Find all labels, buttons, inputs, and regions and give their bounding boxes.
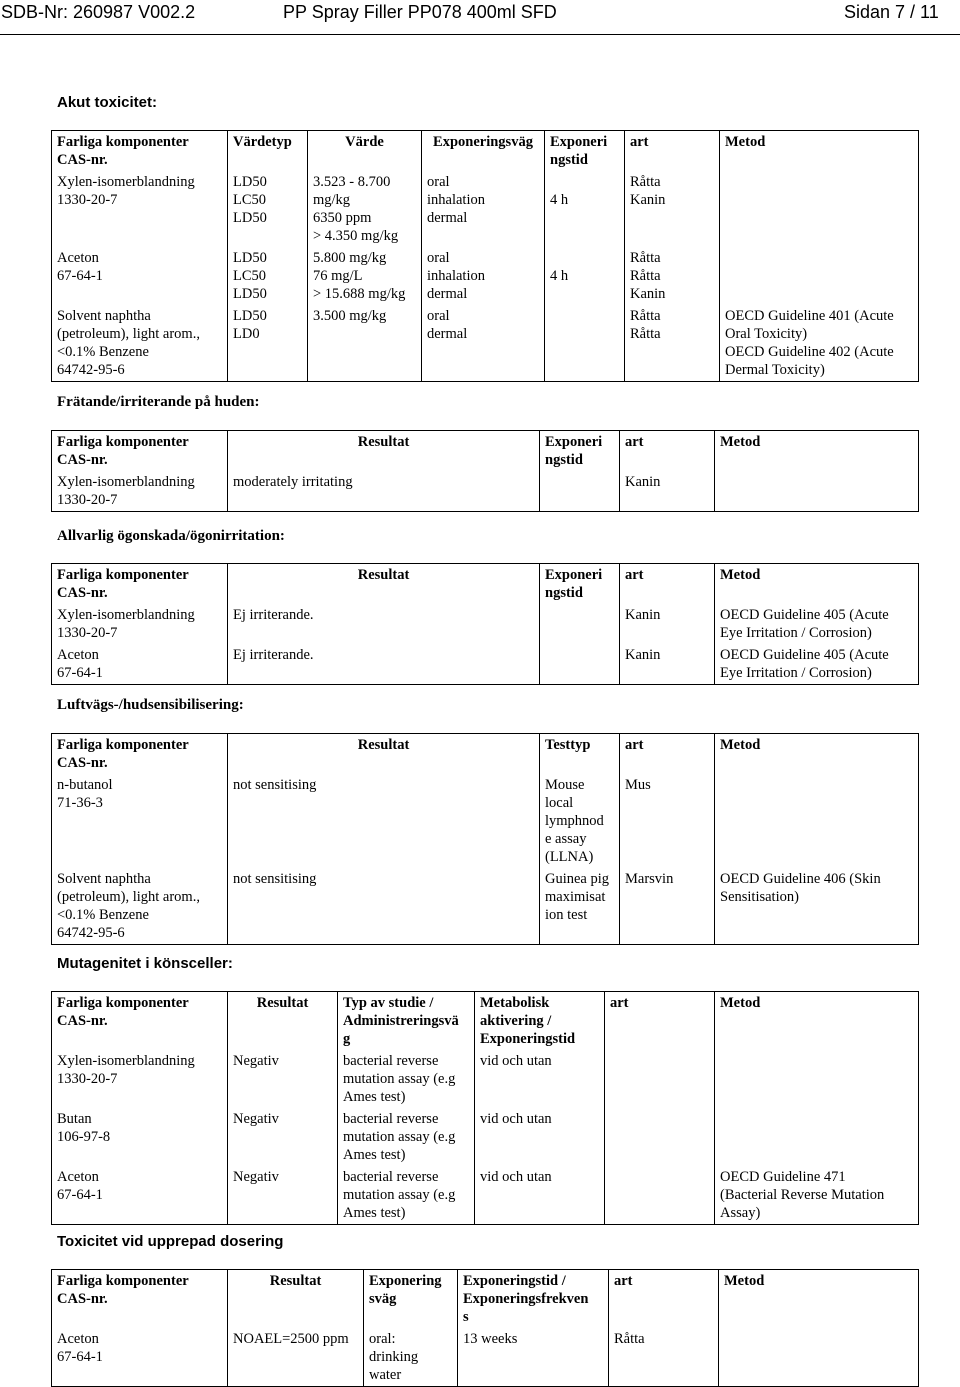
cell: vid och utan xyxy=(475,1050,605,1108)
cell: 13 weeks xyxy=(458,1328,609,1387)
cell xyxy=(715,471,919,512)
cell: LD50 LC50 LD50 xyxy=(228,247,308,305)
col-header: art xyxy=(609,1270,719,1329)
table-repeated-dose xyxy=(51,1269,919,1387)
col-header: Farliga komponenter CAS-nr. xyxy=(52,431,228,472)
col-header: Farliga komponenter CAS-nr. xyxy=(52,734,228,775)
cell: 3.500 mg/kg xyxy=(308,305,422,382)
table-header-row xyxy=(52,992,919,1051)
table-row xyxy=(52,171,919,247)
col-header: Metod xyxy=(715,992,919,1051)
col-header: Värdetyp xyxy=(228,131,308,172)
section-title-repeated-dose: Toxicitet vid upprepad dosering xyxy=(57,1233,284,1250)
col-header: Metod xyxy=(715,564,919,605)
cell: Mus xyxy=(620,774,715,868)
cell: Kanin xyxy=(620,644,715,685)
table-mutagenicity xyxy=(51,991,919,1225)
col-header: Exponeringstid / Exponeringsfrekven s xyxy=(458,1270,609,1329)
cell xyxy=(540,604,620,644)
table-header-row xyxy=(52,131,919,172)
table-row xyxy=(52,1050,919,1108)
col-header: art xyxy=(625,131,720,172)
col-header: Resultat xyxy=(228,734,540,775)
cell: OECD Guideline 405 (Acute Eye Irritation / Corrosion) xyxy=(715,604,919,644)
cell: 4 h xyxy=(545,247,625,305)
col-header: Resultat xyxy=(228,431,540,472)
cell: 5.800 mg/kg 76 mg/L > 15.688 mg/kg xyxy=(308,247,422,305)
cell: OECD Guideline 405 (Acute Eye Irritation / Corrosion) xyxy=(715,644,919,685)
table-row xyxy=(52,305,919,382)
table-header-row xyxy=(52,1270,919,1329)
cell: Råtta xyxy=(609,1328,719,1387)
table-header-row xyxy=(52,564,919,605)
section-title-skin: Frätande/irriterande på huden: xyxy=(57,394,260,410)
cell: Råtta Kanin xyxy=(625,171,720,247)
col-header: Farliga komponenter CAS-nr. xyxy=(52,131,228,172)
cell: Xylen-isomerblandning 1330-20-7 xyxy=(52,171,228,247)
cell: Xylen-isomerblandning 1330-20-7 xyxy=(52,471,228,512)
cell: oral inhalation dermal xyxy=(422,247,545,305)
cell: Aceton 67-64-1 xyxy=(52,1166,228,1225)
col-header: Metod xyxy=(715,431,919,472)
col-header: art xyxy=(605,992,715,1051)
cell: Negativ xyxy=(228,1108,338,1166)
cell: bacterial reverse mutation assay (e.g Ames test) xyxy=(338,1050,475,1108)
cell: oral: drinking water xyxy=(364,1328,458,1387)
cell xyxy=(715,1050,919,1108)
cell xyxy=(540,644,620,685)
table-row xyxy=(52,471,919,512)
cell xyxy=(605,1108,715,1166)
table-row xyxy=(52,1166,919,1225)
cell: vid och utan xyxy=(475,1166,605,1225)
section-title-sensitisation: Luftvägs-/hudsensibilisering: xyxy=(57,697,244,713)
cell xyxy=(715,774,919,868)
col-header: Farliga komponenter CAS-nr. xyxy=(52,1270,228,1329)
cell: bacterial reverse mutation assay (e.g Ames test) xyxy=(338,1166,475,1225)
cell: not sensitising xyxy=(228,868,540,945)
table-acute xyxy=(51,130,919,382)
col-header: Exponeringsväg xyxy=(422,131,545,172)
cell: NOAEL=2500 ppm xyxy=(228,1328,364,1387)
table-row xyxy=(52,1328,919,1387)
cell: OECD Guideline 401 (Acute Oral Toxicity) OECD Guideline 402 (Acute Dermal Toxicity) xyxy=(720,305,919,382)
cell: Solvent naphtha (petroleum), light arom., <0.1% Benzene 64742-95-6 xyxy=(52,868,228,945)
col-header: Resultat xyxy=(228,1270,364,1329)
cell xyxy=(720,247,919,305)
table-skin xyxy=(51,430,919,512)
col-header: Resultat xyxy=(228,992,338,1051)
cell: Råtta Råtta Kanin xyxy=(625,247,720,305)
section-title-mutagenicity: Mutagenitet i könsceller: xyxy=(57,955,233,972)
cell: Ej irriterande. xyxy=(228,644,540,685)
cell: Negativ xyxy=(228,1050,338,1108)
col-header: Farliga komponenter CAS-nr. xyxy=(52,992,228,1051)
cell: LD50 LC50 LD50 xyxy=(228,171,308,247)
table-row xyxy=(52,644,919,685)
cell xyxy=(719,1328,919,1387)
cell: Marsvin xyxy=(620,868,715,945)
product-name: PP Spray Filler PP078 400ml SFD xyxy=(283,2,557,22)
cell xyxy=(545,305,625,382)
cell: Råtta Råtta xyxy=(625,305,720,382)
cell xyxy=(605,1166,715,1225)
col-header: Exponering sväg xyxy=(364,1270,458,1329)
cell: OECD Guideline 406 (Skin Sensitisation) xyxy=(715,868,919,945)
cell: Aceton 67-64-1 xyxy=(52,644,228,685)
col-header: Metabolisk aktivering / Exponeringstid xyxy=(475,992,605,1051)
cell xyxy=(605,1050,715,1108)
cell: 4 h xyxy=(545,171,625,247)
cell: Solvent naphtha (petroleum), light arom., <0.1% Benzene 64742-95-6 xyxy=(52,305,228,382)
cell: vid och utan xyxy=(475,1108,605,1166)
table-row xyxy=(52,604,919,644)
col-header: Farliga komponenter CAS-nr. xyxy=(52,564,228,605)
cell xyxy=(540,471,620,512)
cell: moderately irritating xyxy=(228,471,540,512)
cell: Xylen-isomerblandning 1330-20-7 xyxy=(52,604,228,644)
table-row xyxy=(52,1108,919,1166)
doc-number: SDB-Nr: 260987 V002.2 xyxy=(1,2,196,22)
table-row xyxy=(52,868,919,945)
cell: not sensitising xyxy=(228,774,540,868)
section-title-eye: Allvarlig ögonskada/ögonirritation: xyxy=(57,528,285,544)
table-row xyxy=(52,774,919,868)
cell: LD50 LD0 xyxy=(228,305,308,382)
table-eye xyxy=(51,563,919,685)
col-header: Värde xyxy=(308,131,422,172)
cell: Mouse local lymphnod e assay (LLNA) xyxy=(540,774,620,868)
col-header: Typ av studie / Administreringsvä g xyxy=(338,992,475,1051)
col-header: Metod xyxy=(715,734,919,775)
cell: n-butanol 71-36-3 xyxy=(52,774,228,868)
cell: Xylen-isomerblandning 1330-20-7 xyxy=(52,1050,228,1108)
cell: oral dermal xyxy=(422,305,545,382)
cell: Ej irriterande. xyxy=(228,604,540,644)
table-header-row xyxy=(52,431,919,472)
cell: Aceton 67-64-1 xyxy=(52,1328,228,1387)
table-sensitisation xyxy=(51,733,919,945)
col-header: Exponeri ngstid xyxy=(545,131,625,172)
cell: Kanin xyxy=(620,471,715,512)
table-header-row xyxy=(52,734,919,775)
cell: bacterial reverse mutation assay (e.g Ames test) xyxy=(338,1108,475,1166)
col-header: Metod xyxy=(720,131,919,172)
cell: OECD Guideline 471 (Bacterial Reverse Mutation Assay) xyxy=(715,1166,919,1225)
col-header: Testtyp xyxy=(540,734,620,775)
cell: Kanin xyxy=(620,604,715,644)
col-header: art xyxy=(620,564,715,605)
cell: oral inhalation dermal xyxy=(422,171,545,247)
col-header: Exponeri ngstid xyxy=(540,564,620,605)
col-header: Resultat xyxy=(228,564,540,605)
section-title-acute: Akut toxicitet: xyxy=(57,94,158,111)
page-header xyxy=(0,0,960,38)
col-header: art xyxy=(620,734,715,775)
cell: 3.523 - 8.700 mg/kg 6350 ppm > 4.350 mg/kg xyxy=(308,171,422,247)
cell xyxy=(715,1108,919,1166)
cell: Negativ xyxy=(228,1166,338,1225)
table-row xyxy=(52,247,919,305)
cell: Aceton 67-64-1 xyxy=(52,247,228,305)
col-header: art xyxy=(620,431,715,472)
col-header: Exponeri ngstid xyxy=(540,431,620,472)
cell: Butan 106-97-8 xyxy=(52,1108,228,1166)
header-rule xyxy=(0,34,960,35)
cell xyxy=(720,171,919,247)
col-header: Metod xyxy=(719,1270,919,1329)
cell: Guinea pig maximisat ion test xyxy=(540,868,620,945)
page-number: Sidan 7 / 11 xyxy=(844,2,939,22)
